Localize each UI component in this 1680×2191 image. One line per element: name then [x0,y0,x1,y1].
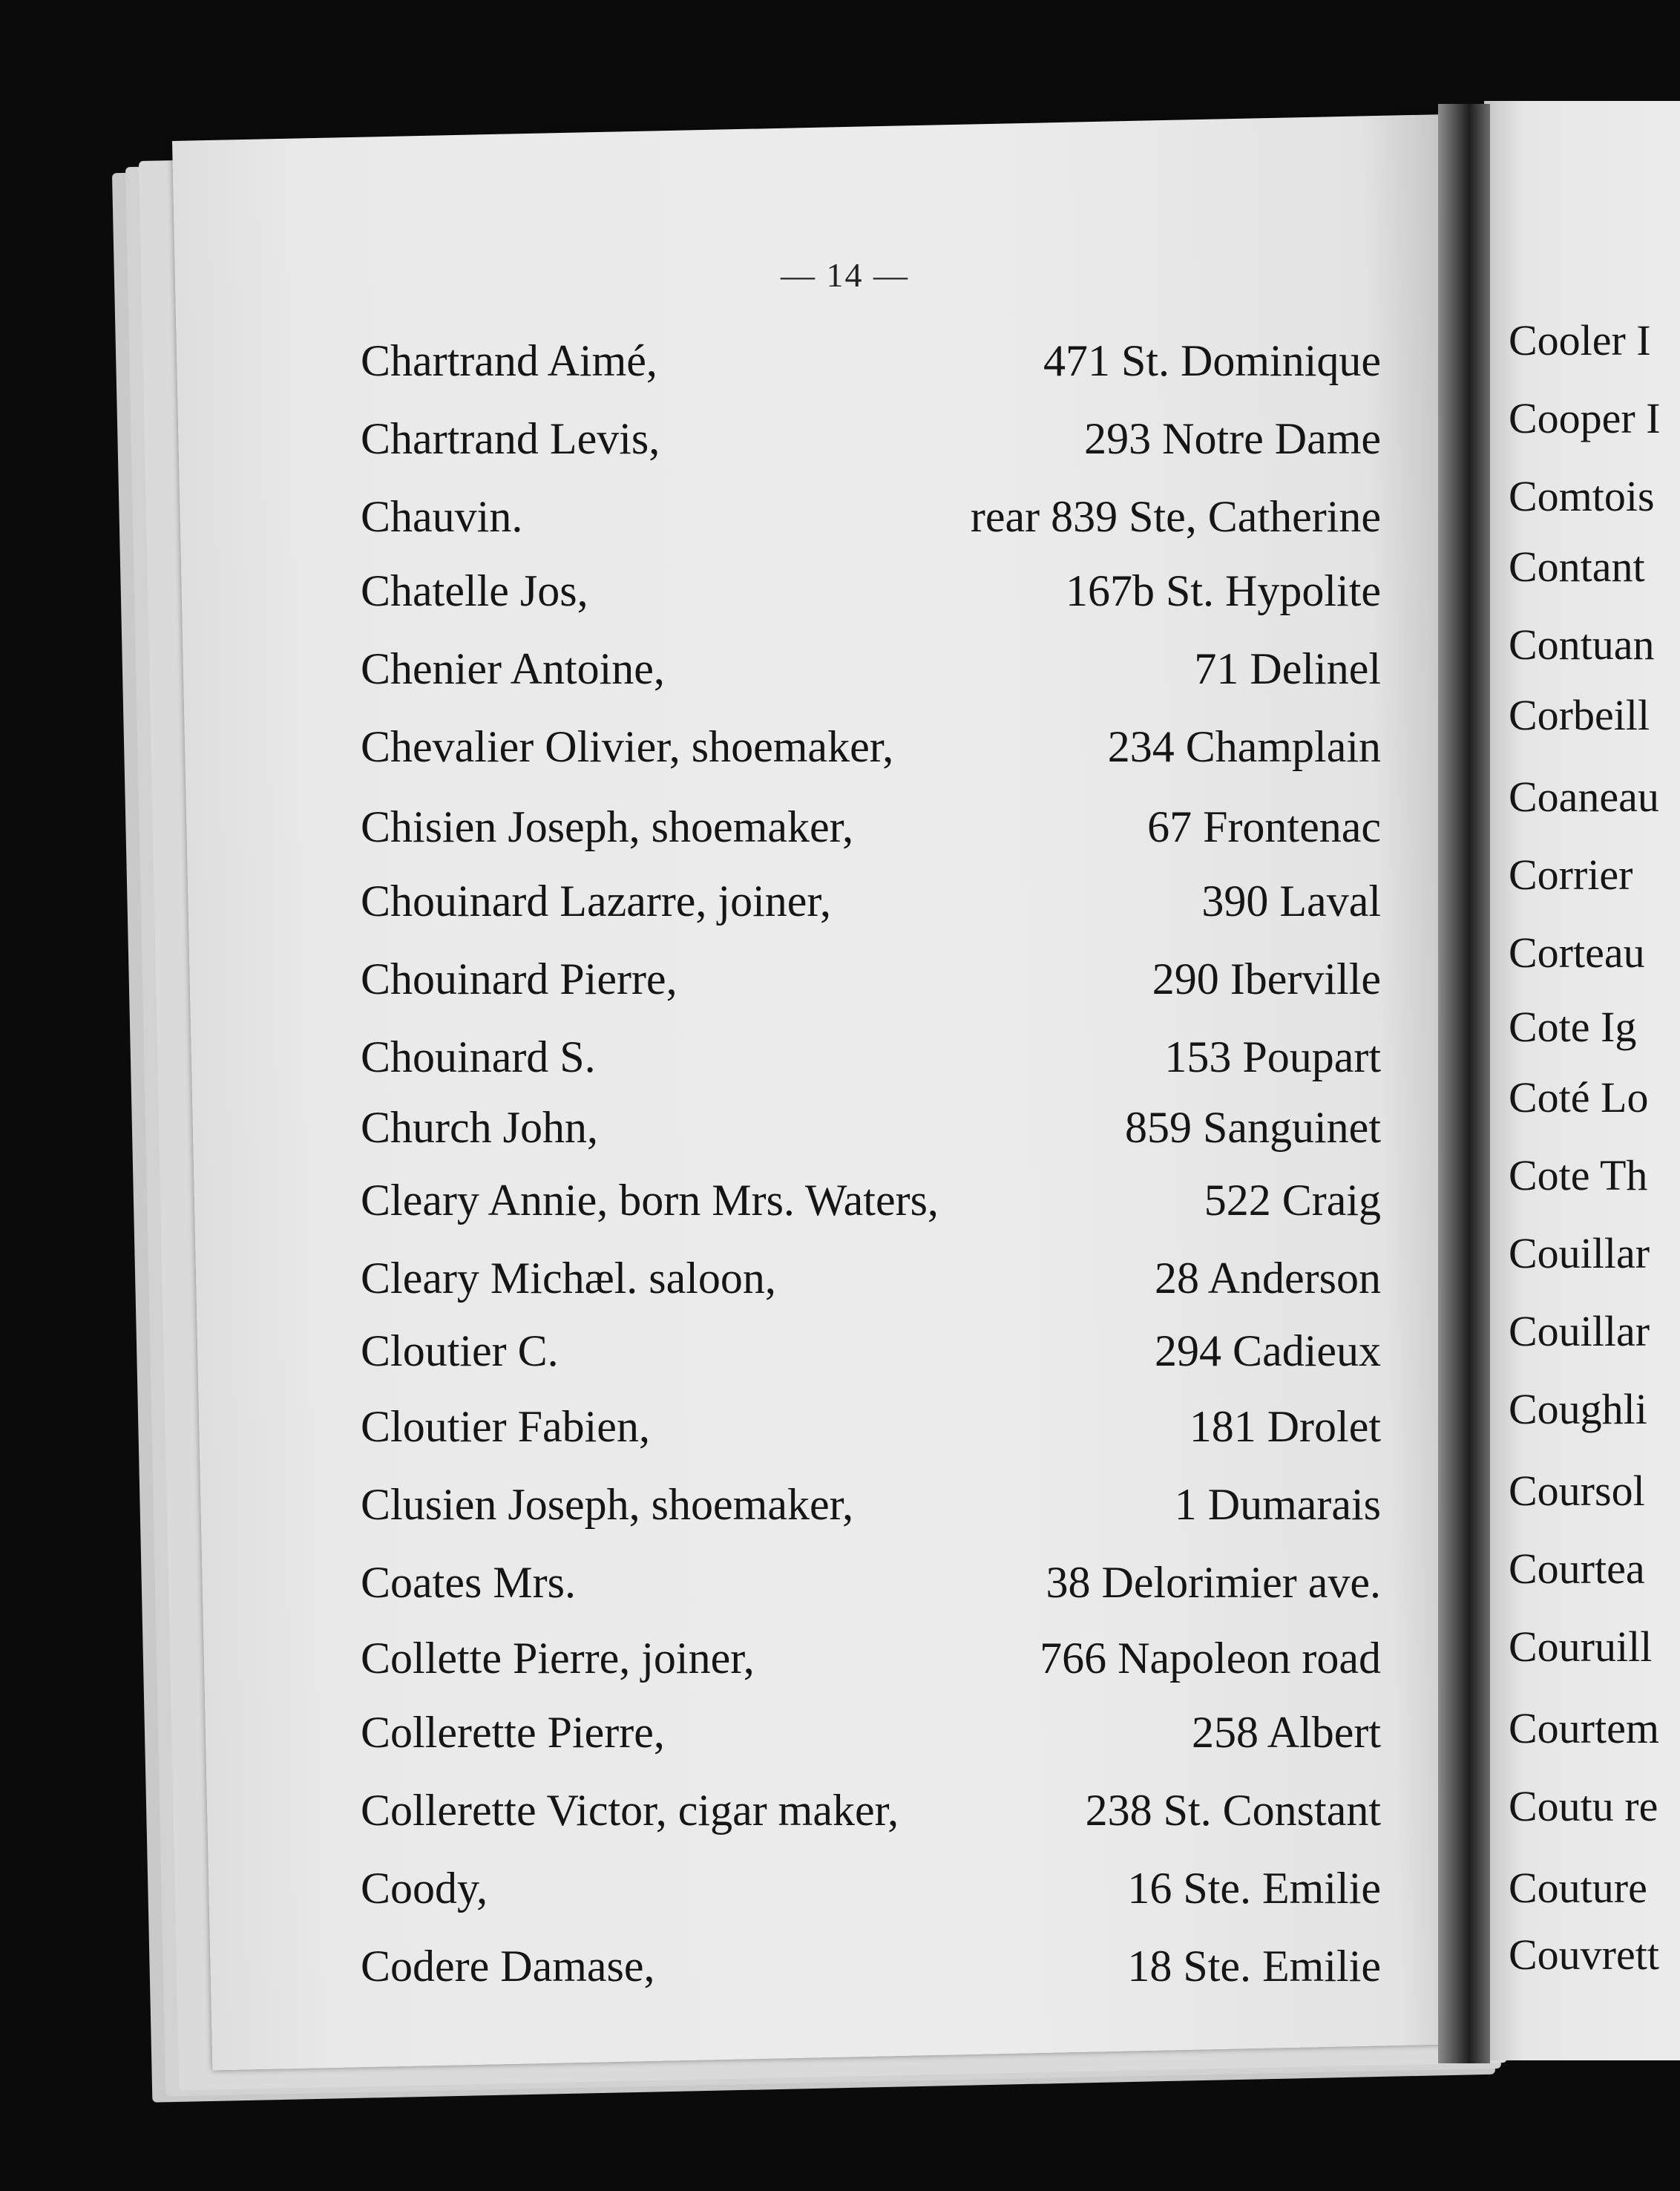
entry-name: Coates Mrs. [361,1558,576,1607]
directory-entry [361,413,1381,465]
entry-name: Chouinard S. [361,1032,596,1081]
right-entry: Couture [1509,1864,1647,1912]
entry-address: 234 Champlain [1107,722,1381,771]
directory-entry [361,1785,1381,1837]
right-entry: Coutu re [1509,1782,1658,1830]
entry-name: Collerette Victor, cigar maker, [361,1786,899,1835]
entry-name: Chisien Joseph, shoemaker, [361,802,854,851]
right-entry: Corbeill [1509,691,1650,739]
entry-name: Chauvin. [361,492,523,541]
entry-name: Chouinard Pierre, [361,954,677,1003]
entry-address: 293 Notre Dame [1084,414,1381,463]
right-entry: Couruill [1509,1622,1653,1671]
directory-entry [361,1479,1381,1531]
entry-address: 766 Napoleon road [1040,1634,1381,1683]
entry-name: Chenier Antoine, [361,644,665,693]
entry-address: 38 Delorimier ave. [1046,1558,1381,1607]
entry-address: rear 839 Ste, Catherine [970,492,1381,541]
right-entry: Cooler I [1509,316,1651,364]
right-entry: Coté Lo [1509,1073,1649,1121]
right-entry: Coaneau [1509,773,1659,821]
directory-entry [361,1557,1381,1609]
right-entry: Comtois [1509,472,1655,520]
directory-entry [361,335,1381,387]
entry-address: 522 Craig [1204,1176,1381,1225]
directory-entry [361,721,1381,773]
right-entry: Cote Ig [1509,1003,1637,1051]
entry-name: Codere Damase, [361,1942,655,1991]
directory-entry [361,954,1381,1006]
entry-address: 290 Iberville [1152,954,1381,1003]
right-entry: Contant [1509,543,1645,591]
entry-address: 859 Sanguinet [1125,1103,1381,1152]
directory-entry [361,1102,1381,1154]
entry-name: Clusien Joseph, shoemaker, [361,1480,854,1529]
right-entry: Courtea [1509,1545,1645,1593]
entry-address: 181 Drolet [1189,1402,1381,1451]
entry-name: Church John, [361,1103,598,1152]
entry-name: Cleary Annie, born Mrs. Waters, [361,1176,939,1225]
directory-entry [361,1633,1381,1685]
entry-name: Chartrand Levis, [361,414,660,463]
entry-address: 471 St. Dominique [1043,336,1381,385]
entry-address: 390 Laval [1201,877,1381,926]
left-page [172,114,1503,2071]
entry-address: 1 Dumarais [1174,1480,1381,1529]
directory-entry [361,491,1381,543]
right-entry: Coursol [1509,1467,1645,1515]
entry-name: Cleary Michæl. saloon, [361,1254,776,1303]
right-entry: Courtem [1509,1704,1659,1752]
book-gutter [1438,104,1490,2063]
entry-address: 16 Ste. Emilie [1127,1864,1381,1913]
entry-name: Chouinard Lazarre, joiner, [361,877,831,926]
entry-address: 294 Cadieux [1155,1326,1381,1375]
right-entry: Couvrett [1509,1930,1659,1979]
right-entry: Coughli [1509,1385,1647,1433]
directory-entry [361,1175,1381,1227]
entry-name: Chatelle Jos, [361,566,588,615]
entry-name: Cloutier C. [361,1326,559,1375]
right-entry: Cote Th [1509,1151,1648,1199]
directory-entry [361,802,1381,854]
directory-entry [361,1863,1381,1915]
entry-address: 67 Frontenac [1147,802,1381,851]
right-entry: Corrier [1509,851,1633,899]
entry-address: 258 Albert [1192,1708,1381,1757]
right-entry: Cooper I [1509,394,1661,442]
entry-name: Collerette Pierre, [361,1708,665,1757]
directory-entry [361,1941,1381,1993]
right-entry: Contuan [1509,620,1655,669]
page-number: — 14 — [781,256,909,294]
entry-address: 238 St. Constant [1085,1786,1381,1835]
directory-entry [361,876,1381,928]
entry-address: 18 Ste. Emilie [1127,1942,1381,1991]
entry-name: Chartrand Aimé, [361,336,657,385]
directory-entry [361,1401,1381,1453]
directory-entry [361,1326,1381,1378]
entry-address: 153 Poupart [1164,1032,1381,1081]
entry-name: Collette Pierre, joiner, [361,1634,755,1683]
entry-address: 28 Anderson [1155,1254,1381,1303]
entry-name: Cloutier Fabien, [361,1402,650,1451]
directory-entry [361,566,1381,618]
right-entry: Couillar [1509,1229,1650,1277]
entry-name: Chevalier Olivier, shoemaker, [361,722,894,771]
right-entry: Corteau [1509,929,1645,977]
directory-entry [361,1253,1381,1305]
directory-entry [361,643,1381,695]
entry-name: Coody, [361,1864,488,1913]
directory-entry [361,1707,1381,1759]
directory-entry [361,1032,1381,1084]
right-entry: Couillar [1509,1307,1650,1355]
entry-address: 167b St. Hypolite [1065,566,1381,615]
entry-address: 71 Delinel [1194,644,1381,693]
